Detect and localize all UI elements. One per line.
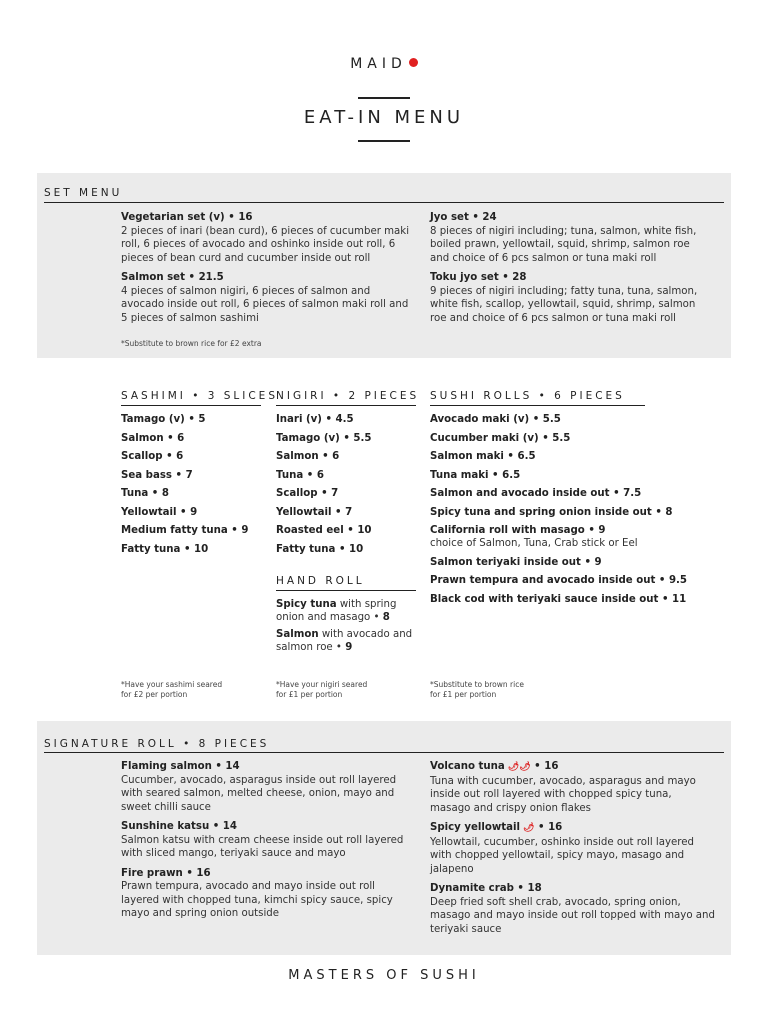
list-item: Inari (v) • 4.5 bbox=[276, 414, 354, 425]
menu-item-name bbox=[430, 821, 715, 836]
list-item: Scallop • 6 bbox=[121, 451, 184, 462]
menu-item-title: Dynamite crab bbox=[430, 883, 514, 894]
sushi-rolls-rule bbox=[430, 405, 645, 406]
menu-item-description: 2 pieces of inari (bean curd), 6 pieces of cucumber maki roll, 6 pieces of avocado and oshinko inside out roll, 6 pieces of bean curd and cucumber inside out roll bbox=[121, 225, 410, 264]
list-item-name: Salmon and avocado inside out • 7.5 bbox=[430, 488, 642, 499]
sashimi-note bbox=[121, 680, 222, 700]
menu-item-description: 4 pieces of salmon nigiri, 6 pieces of salmon and avocado inside out roll, 6 pieces of salmon maki roll and 5 pieces of salmon sashimi bbox=[121, 285, 409, 324]
list-item bbox=[430, 413, 720, 426]
sashimi-list bbox=[121, 413, 266, 561]
list-item-name: Salmon maki • 6.5 bbox=[430, 451, 536, 462]
menu-item-description: 9 pieces of nigiri including; fatty tuna, tuna, salmon, white fish, scallop, yellowtail, squid, shrimp, salmon roe and choice of 6 pcs salmon or tuna maki roll bbox=[430, 285, 698, 324]
footer-tagline: MASTERS OF SUSHI bbox=[288, 968, 480, 983]
signature-roll-heading: SIGNATURE ROLL • 8 PIECES bbox=[44, 738, 270, 750]
list-item: Tamago (v) • 5 bbox=[121, 414, 206, 425]
title-rule-top bbox=[358, 97, 410, 99]
list-item bbox=[430, 574, 720, 587]
menu-item-description: Deep fried soft shell crab, avocado, spring onion, masago and mayo inside out roll topped with mayo and teriyaki sauce bbox=[430, 896, 715, 935]
list-item-name: Tuna maki • 6.5 bbox=[430, 469, 521, 481]
sushi-rolls-heading: SUSHI ROLLS • 6 PIECES bbox=[430, 390, 625, 402]
list-item bbox=[430, 487, 720, 500]
menu-item-name: Vegetarian set (v) • 16 bbox=[121, 212, 253, 223]
list-item: Yellowtail • 7 bbox=[276, 506, 353, 518]
nigiri-heading: NIGIRI • 2 PIECES bbox=[276, 390, 420, 402]
nigiri-rule bbox=[276, 405, 416, 406]
list-item-name: Salmon teriyaki inside out • 9 bbox=[430, 556, 602, 568]
signature-right-column bbox=[430, 760, 715, 942]
page-title: EAT-IN MENU bbox=[303, 107, 465, 128]
hand-roll-name: Spicy tuna bbox=[276, 599, 337, 610]
sashimi-heading: SASHIMI • 3 SLICES bbox=[121, 390, 278, 402]
list-item: Fatty tuna • 10 bbox=[121, 543, 209, 555]
title-rule-bottom bbox=[358, 140, 410, 142]
menu-item-price: • 16 bbox=[534, 822, 563, 833]
list-item: Tuna • 6 bbox=[276, 469, 324, 481]
hand-roll-price: 8 bbox=[382, 612, 390, 623]
sushi-rolls-note-line1: *Substitute to brown rice bbox=[430, 680, 524, 689]
sashimi-note-line2: for £2 per portion bbox=[121, 690, 188, 699]
menu-item-name bbox=[430, 760, 715, 775]
menu-item bbox=[430, 271, 710, 325]
list-item-name: Cucumber maki (v) • 5.5 bbox=[430, 432, 571, 444]
hand-roll-name: Salmon bbox=[276, 629, 319, 640]
menu-item bbox=[430, 760, 715, 815]
menu-item-name: Jyo set • 24 bbox=[430, 212, 497, 223]
list-item: Tuna • 8 bbox=[121, 488, 169, 499]
list-item bbox=[430, 432, 720, 445]
menu-item-title: Volcano tuna bbox=[430, 761, 505, 772]
menu-item bbox=[430, 211, 710, 265]
list-item bbox=[430, 524, 720, 550]
list-item bbox=[276, 598, 416, 624]
menu-item-price: • 16 bbox=[530, 761, 559, 772]
list-item-name: Avocado maki (v) • 5.5 bbox=[430, 414, 561, 425]
set-menu-left-column bbox=[121, 211, 411, 331]
menu-item bbox=[430, 882, 715, 936]
list-item-name: Black cod with teriyaki sauce inside out • 11 bbox=[430, 593, 687, 605]
list-item bbox=[276, 628, 416, 654]
menu-item-description: Cucumber, avocado, asparagus inside out roll layered with seared salmon, melted cheese, onion, mayo and sweet chilli sauce bbox=[121, 774, 397, 813]
menu-item-description: Salmon katsu with cream cheese inside out roll layered with sliced mango, teriyaki sauce and mayo bbox=[121, 834, 404, 859]
menu-item-description: Yellowtail, cucumber, oshinko inside out roll layered with chopped yellowtail, spicy mayo, masago and jalapeno bbox=[430, 836, 694, 875]
menu-item-name: Flaming salmon • 14 bbox=[121, 761, 240, 772]
chili-icon: 🌶 bbox=[523, 823, 535, 833]
menu-item-price: • 18 bbox=[513, 883, 542, 894]
sushi-rolls-note bbox=[430, 680, 524, 700]
signature-roll-rule bbox=[44, 752, 724, 753]
menu-item-name bbox=[430, 882, 715, 896]
hand-roll-description: with avocado and salmon roe • bbox=[276, 629, 413, 653]
list-item: Medium fatty tuna • 9 bbox=[121, 525, 249, 536]
list-item-name: California roll with masago • 9 bbox=[430, 525, 606, 536]
list-item-subtext: choice of Salmon, Tuna, Crab stick or Eel bbox=[430, 538, 638, 549]
menu-item bbox=[121, 211, 411, 265]
menu-item-title: Spicy yellowtail bbox=[430, 822, 521, 833]
nigiri-note-line1: *Have your nigiri seared bbox=[276, 680, 368, 689]
chili-icon: 🌶🌶 bbox=[507, 762, 531, 772]
list-item: Roasted eel • 10 bbox=[276, 525, 372, 536]
hand-roll-description: with spring onion and masago • bbox=[276, 599, 397, 623]
set-menu-heading: SET MENU bbox=[44, 187, 123, 199]
list-item: Yellowtail • 9 bbox=[121, 506, 198, 518]
brand-logo bbox=[0, 56, 768, 72]
sushi-rolls-list bbox=[430, 413, 720, 611]
sashimi-note-line1: *Have your sashimi seared bbox=[121, 680, 223, 689]
menu-item-description: Tuna with cucumber, avocado, asparagus and mayo inside out roll layered with chopped spicy tuna, masago and crispy onion flakes bbox=[430, 775, 696, 814]
list-item: Fatty tuna • 10 bbox=[276, 543, 364, 555]
menu-item-name: Salmon set • 21.5 bbox=[121, 272, 224, 283]
list-item: Scallop • 7 bbox=[276, 488, 339, 499]
menu-item-description: 8 pieces of nigiri including; tuna, salmon, white fish, boiled prawn, yellowtail, squid, shrimp, salmon roe and choice of 6 pcs salmon or tuna maki roll bbox=[430, 225, 697, 264]
sushi-rolls-note-line2: for £1 per portion bbox=[430, 690, 497, 699]
menu-item bbox=[121, 820, 413, 861]
list-item bbox=[430, 450, 720, 463]
list-item-name: Spicy tuna and spring onion inside out • 8 bbox=[430, 506, 673, 518]
list-item bbox=[430, 556, 720, 569]
nigiri-note bbox=[276, 680, 367, 700]
list-item: Salmon • 6 bbox=[121, 432, 185, 444]
brand-red-dot-icon bbox=[409, 58, 418, 67]
menu-item-name: Sunshine katsu • 14 bbox=[121, 821, 237, 832]
set-menu-rule bbox=[44, 202, 724, 203]
menu-item bbox=[121, 760, 413, 814]
hand-roll-rule bbox=[276, 590, 416, 591]
menu-item bbox=[121, 271, 411, 325]
menu-item-name: Toku jyo set • 28 bbox=[430, 272, 527, 283]
menu-item-name: Fire prawn • 16 bbox=[121, 867, 211, 879]
menu-item-description: Prawn tempura, avocado and mayo inside out roll layered with chopped tuna, kimchi spicy sauce, spicy mayo and spring onion outside bbox=[121, 881, 393, 919]
set-menu-note: *Substitute to brown rice for £2 extra bbox=[121, 339, 262, 348]
list-item bbox=[430, 469, 720, 482]
nigiri-list bbox=[276, 413, 421, 561]
nigiri-note-line2: for £1 per portion bbox=[276, 690, 343, 699]
list-item bbox=[430, 506, 720, 519]
set-menu-right-column bbox=[430, 211, 710, 331]
hand-roll-heading: HAND ROLL bbox=[276, 575, 365, 587]
hand-roll-list bbox=[276, 598, 416, 658]
list-item: Salmon • 6 bbox=[276, 451, 340, 462]
sashimi-rule bbox=[121, 405, 261, 406]
menu-item bbox=[121, 867, 413, 921]
menu-item bbox=[430, 821, 715, 876]
list-item: Tamago (v) • 5.5 bbox=[276, 432, 372, 444]
hand-roll-price: 9 bbox=[345, 642, 353, 653]
brand-text: MAID bbox=[350, 56, 407, 72]
list-item bbox=[430, 593, 720, 606]
list-item: Sea bass • 7 bbox=[121, 469, 193, 481]
list-item-name: Prawn tempura and avocado inside out • 9.5 bbox=[430, 575, 688, 586]
signature-left-column bbox=[121, 760, 413, 927]
